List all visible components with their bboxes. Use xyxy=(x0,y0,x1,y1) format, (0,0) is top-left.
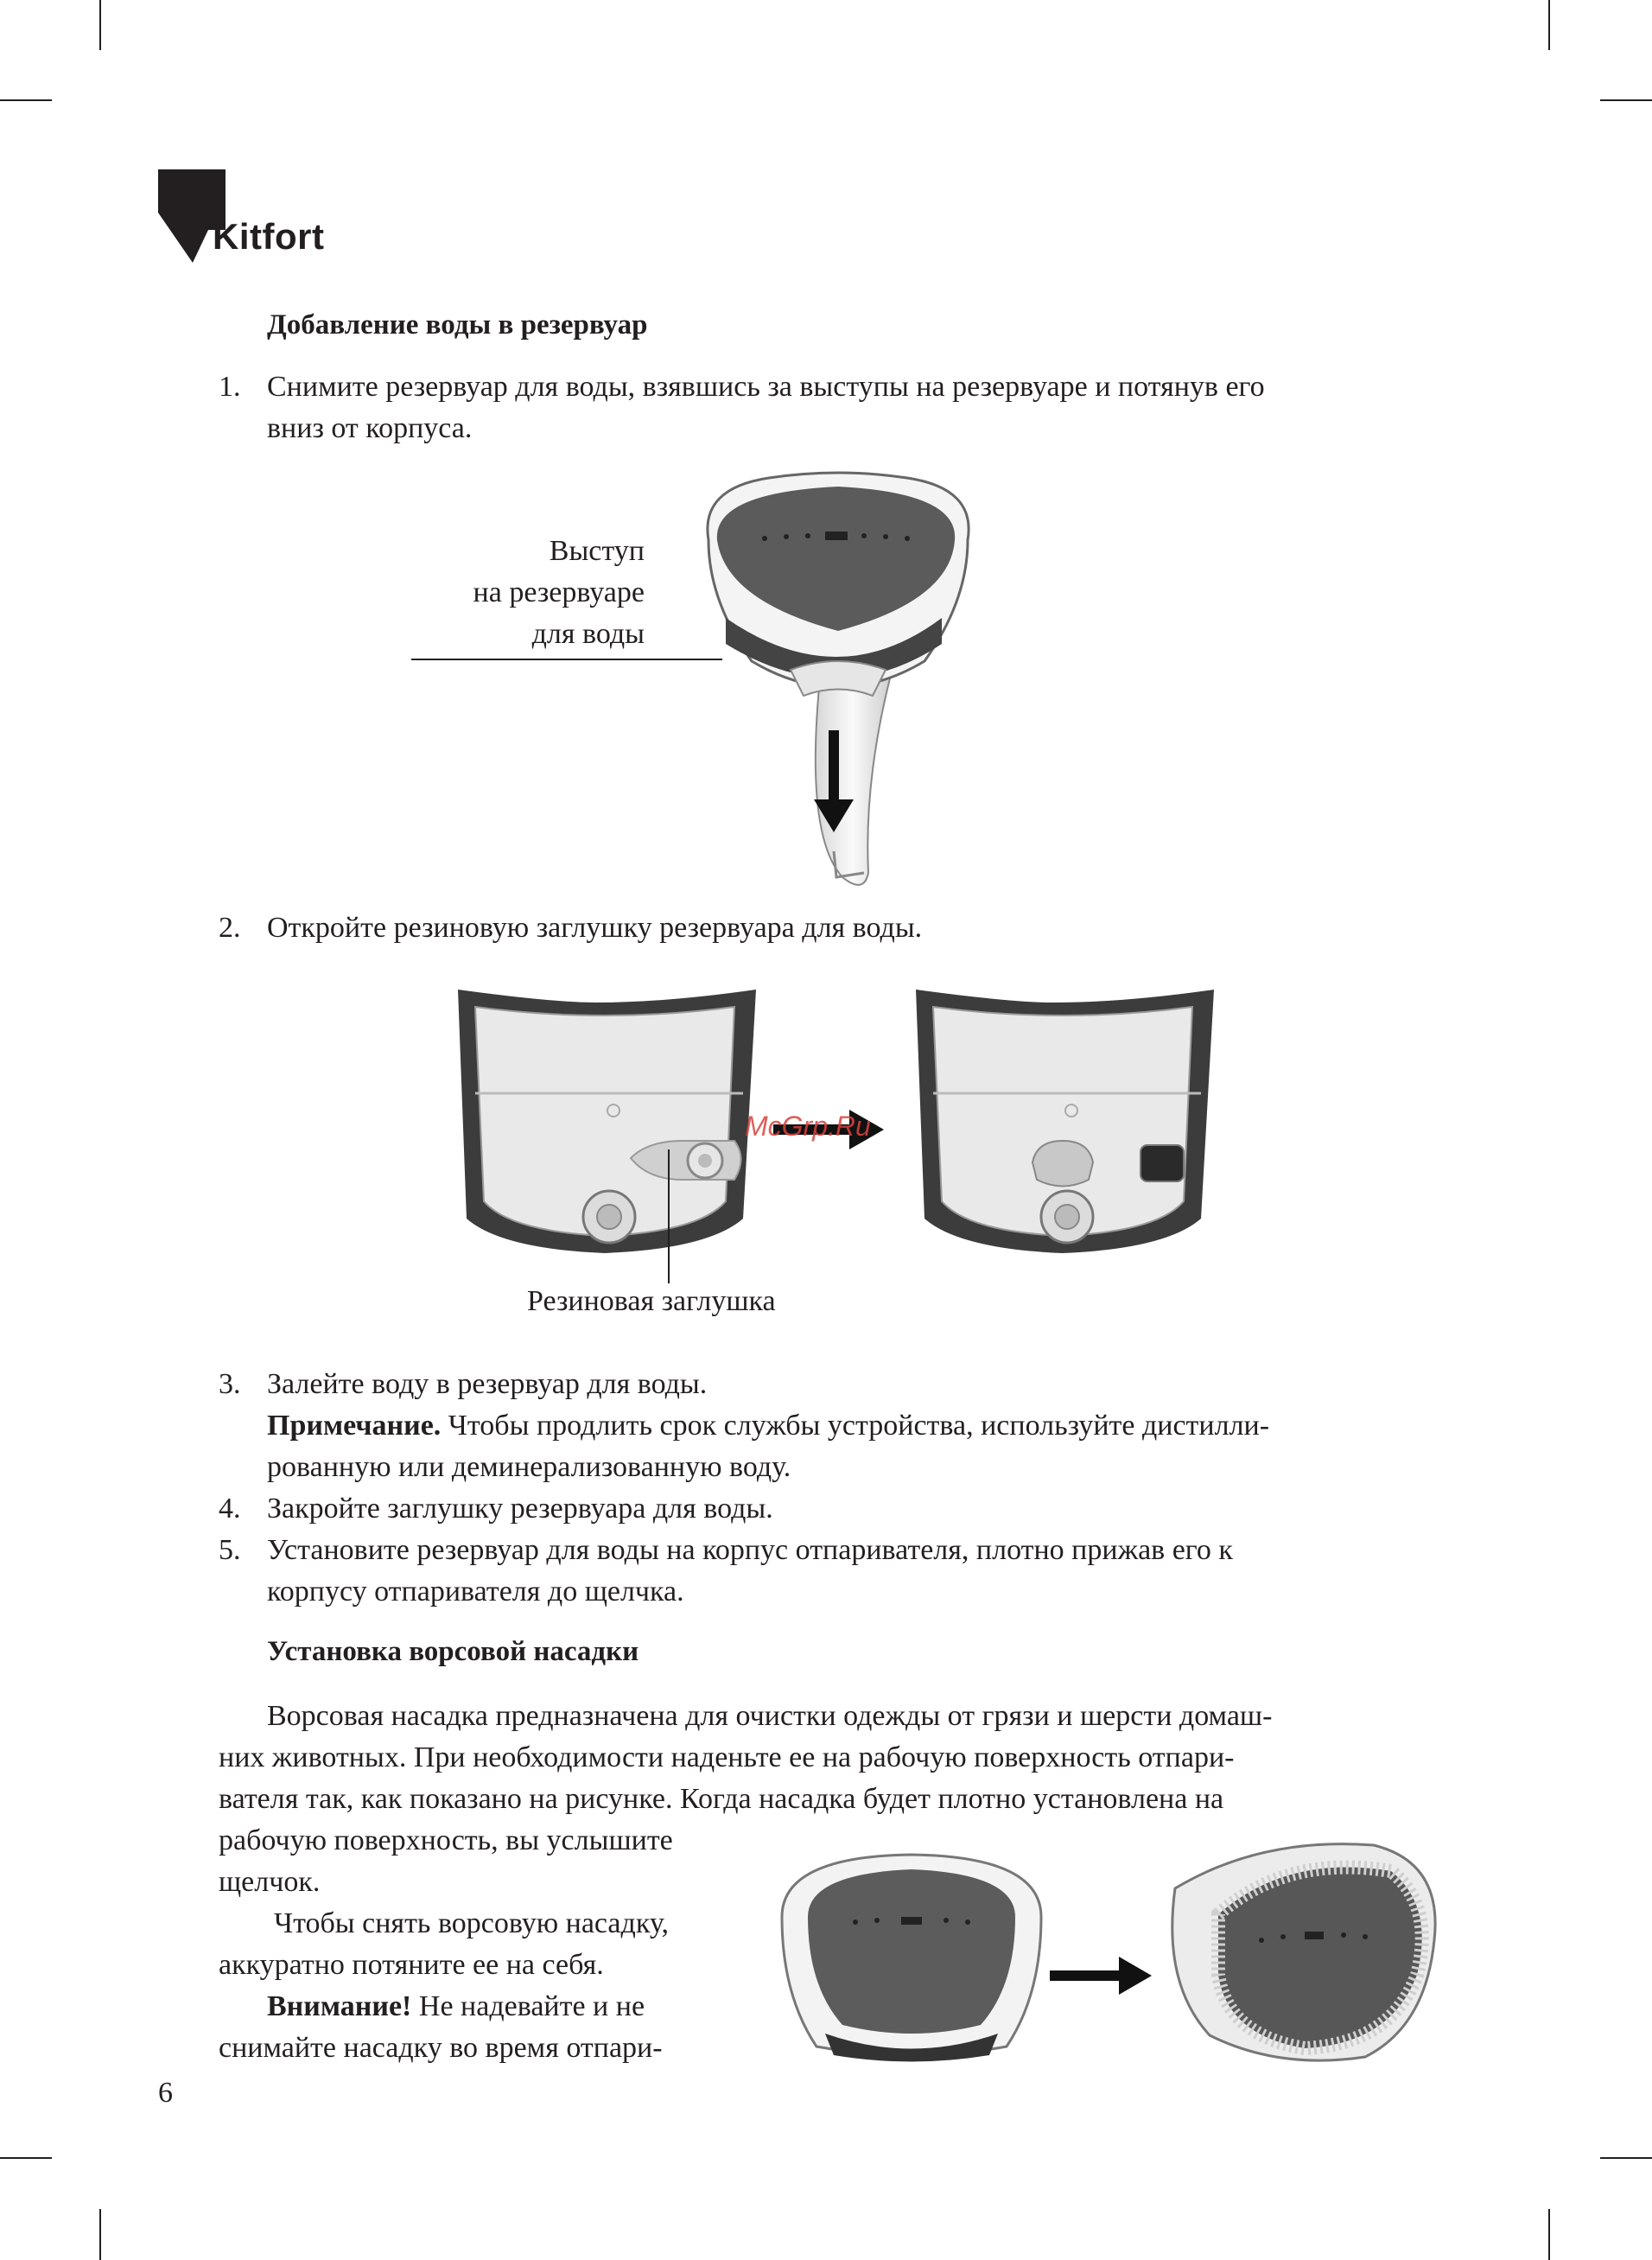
section-heading-water: Добавление воды в резервуар xyxy=(267,309,648,341)
brush-paragraph-1: Ворсовая насадка предназначена для очистки одежды от грязи и шерсти домаш- них животных. При необходимости наденьте ее на рабочую поверхность отпари- вателя так, как показано на рисунке. Когда насадка будет плотно установлена на рабочую поверхность, вы услышите щелчок. xyxy=(219,1700,1273,1898)
step-number: 2. xyxy=(219,912,241,944)
steamer-with-brush-illustration xyxy=(1158,1837,1452,2070)
crop-mark xyxy=(0,2157,52,2159)
right-arrow-icon xyxy=(1050,1957,1153,1995)
crop-mark xyxy=(0,99,52,101)
crop-mark xyxy=(99,2209,101,2260)
page-number: 6 xyxy=(158,2077,173,2109)
down-arrow-icon xyxy=(812,730,855,834)
brand-logo xyxy=(158,169,357,264)
step1-text: Снимите резервуар для воды, взявшись за выступы на резервуаре и потянув его вниз от корпуса. xyxy=(267,371,1265,444)
step4-text: Закройте заглушку резервуара для воды. xyxy=(267,1493,773,1525)
step-number: 3. xyxy=(219,1368,241,1400)
brush-paragraph-2: Чтобы снять ворсовую насадку, аккуратно потяните ее на себя. xyxy=(219,1907,669,1981)
label-leader-line xyxy=(411,659,722,660)
watermark: McGrp.Ru xyxy=(745,1111,871,1142)
brush-paragraph-3: Внимание! Не надевайте и не снимайте насадку во время отпари- xyxy=(219,1990,663,2064)
step3-text: Залейте воду в резервуар для воды. Примечание. Чтобы продлить срок службы устройства, используйте дистилли- рованную или деминерализованную воду. xyxy=(267,1364,1477,1488)
crop-mark xyxy=(1600,99,1652,101)
crop-mark xyxy=(99,0,101,50)
tank-ledge-label: Выступ на резервуаре для воды xyxy=(473,535,645,650)
note: Примечание. Чтобы продлить срок службы устройства, используйте дистилли- xyxy=(267,1410,1270,1442)
brand-logo-text: Kitfort xyxy=(213,216,325,257)
crop-mark xyxy=(1548,2209,1550,2260)
step-number: 1. xyxy=(219,371,241,403)
step-number: 4. xyxy=(219,1493,241,1525)
crop-mark xyxy=(1600,2157,1652,2159)
steamer-head-illustration xyxy=(773,1848,1050,2064)
step5-text: Установите резервуар для воды на корпус отпаривателя, плотно прижав его к корпусу отпаривателя до щелчка. xyxy=(267,1534,1233,1607)
plug-leader-line xyxy=(668,1149,670,1283)
section-heading-brush: Установка ворсовой насадки xyxy=(267,1636,639,1667)
step-number: 5. xyxy=(219,1534,241,1566)
crop-mark xyxy=(1548,0,1550,50)
step2-text: Откройте резиновую заглушку резервуара для воды. xyxy=(267,912,923,944)
rubber-plug-label: Резиновая заглушка xyxy=(527,1285,776,1317)
tank-plug-closed-illustration xyxy=(449,985,760,1262)
tank-plug-open-illustration xyxy=(907,985,1218,1262)
